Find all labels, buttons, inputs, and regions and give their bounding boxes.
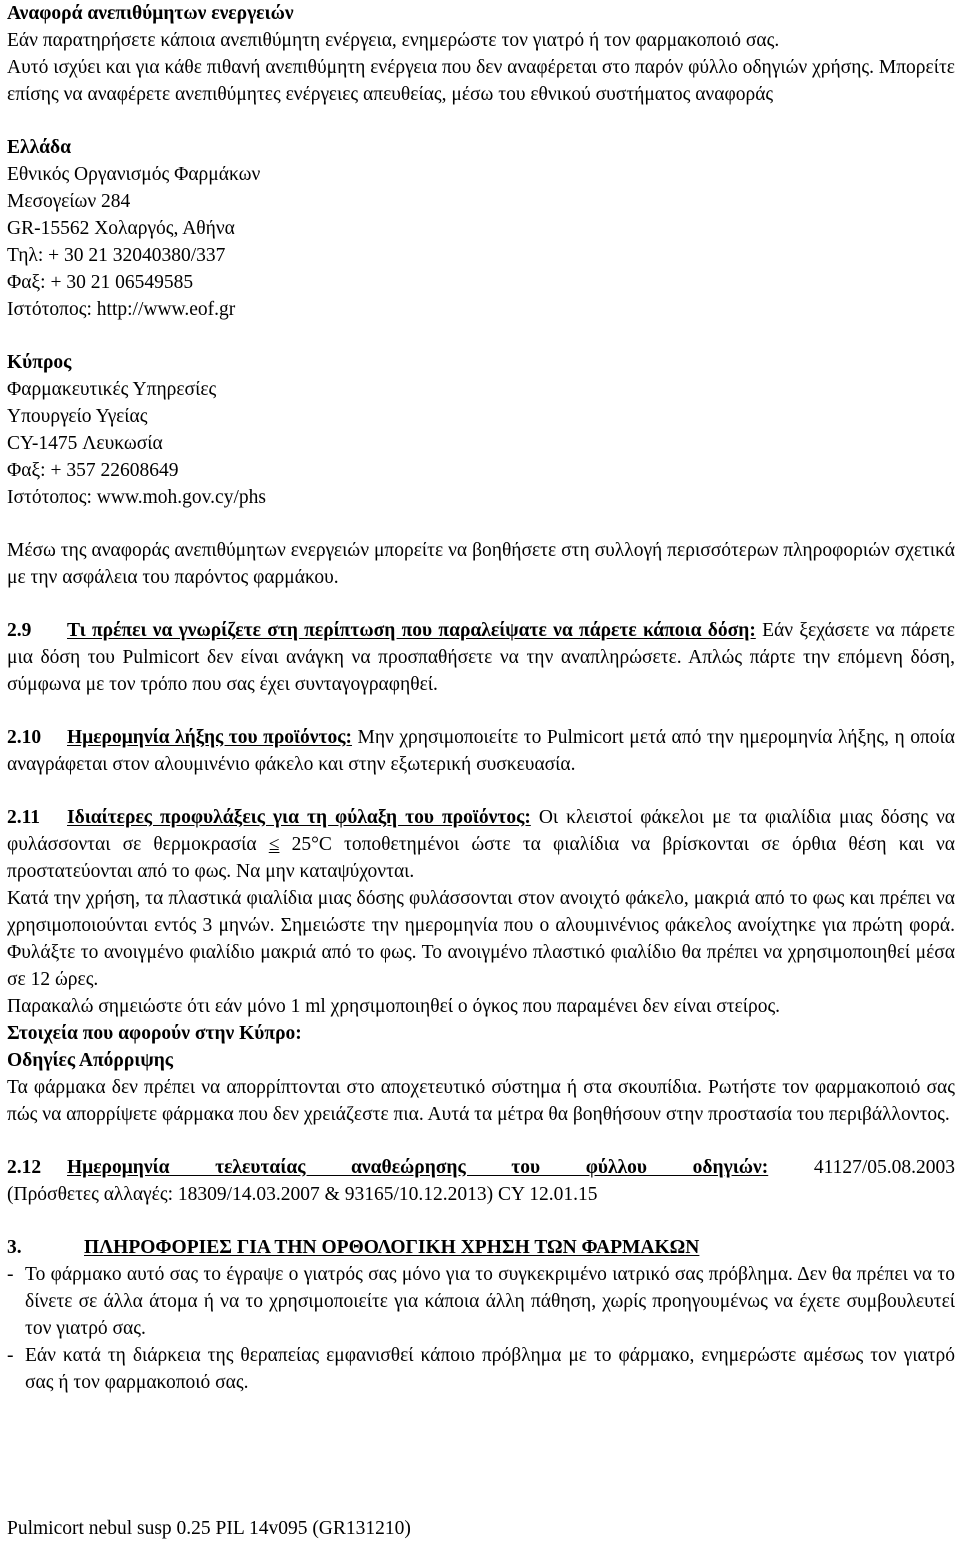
cyprus-line: CY-1475 Λευκωσία [7, 433, 163, 454]
list-item [7, 1261, 955, 1342]
greece-line: GR-15562 Χολαργός, Αθήνα [7, 218, 235, 239]
cyprus-line: Υπουργείο Υγείας [7, 406, 148, 427]
greece-line: Εθνικός Οργανισμός Φαρμάκων [7, 164, 261, 185]
cyprus-info-subheading: Οδηγίες Απόρριψης [7, 1050, 174, 1071]
section-text: 41127/05.08.2003 [813, 1157, 956, 1178]
greece-line: Τηλ: + 30 21 32040380/337 [7, 245, 226, 266]
report-heading: Αναφορά ανεπιθύμητων ενεργειών [7, 3, 294, 24]
section-text: 25°C τοποθετημένοι ώστε τα φιαλίδια να βρίσκονται σε όρθια θέση και να προστατεύονται από το φως. Να μην καταψύχονται. [7, 834, 955, 882]
section-number: 2.11 [7, 807, 41, 828]
cyprus-info-text: Τα φάρμακα δεν πρέπει να απορρίπτονται στο αποχετευτικό σύστημα ή στα σκουπίδια. Ρωτήστε τον φαρμακοποιό σας πώς να απορρίψετε φάρμακα που δεν χρειάζεστε πια. Αυτά τα μέτρα θα βοηθήσουν στην προστασία του περιβάλλοντος. [7, 1077, 955, 1125]
cyprus-line: Φαρμακευτικές Υπηρεσίες [7, 379, 217, 400]
section-title: Ιδιαίτερες προφυλάξεις για τη φύλαξη του προϊόντος: [67, 807, 531, 828]
cyprus-line: Φαξ: + 357 22608649 [7, 460, 179, 481]
section-title: Ημερομηνία τελευταίας αναθεώρησης του φύλλου οδηγιών: [67, 1157, 769, 1178]
section-3-heading [7, 1234, 955, 1261]
page-footer: Pulmicort nebul susp 0.25 PIL 14v095 (GR131210) [7, 1518, 411, 1539]
section-2-12 [7, 1154, 955, 1181]
section-text: Μην χρησιμοποιείτε το Pulmicort μετά από την ημερομηνία λήξης, η οποία αναγράφεται στον αλουμινένιο φάκελο και στην εξωτερική συσκευασία. [7, 727, 956, 775]
section-text: Εάν ξεχάσετε να πάρετε μια δόση του Pulmicort δεν είναι ανάγκη να προσπαθήσετε να την αναπληρώσετε. Απλώς πάρτε την επόμενη δόση, σύμφωνα με τον τρόπο που σας έχει συνταγογραφηθεί. [7, 620, 955, 695]
section-2-10 [7, 724, 955, 778]
section-2-12-line2: (Πρόσθετες αλλαγές: 18309/14.03.2007 & 93165/10.12.2013) CY 12.01.15 [7, 1184, 598, 1205]
section-2-9 [7, 617, 955, 698]
report-line1: Εάν παρατηρήσετε κάποια ανεπιθύμητη ενέργεια, ενημερώστε τον γιατρό ή τον φαρμακοποιό σας. [7, 30, 780, 51]
greece-line: Φαξ: + 30 21 06549585 [7, 272, 194, 293]
cyprus-website[interactable]: Ιστότοπος: www.moh.gov.cy/phs [7, 487, 266, 508]
section-number: 3. [7, 1237, 22, 1258]
section-number: 2.10 [7, 727, 42, 748]
list-item-text: Το φάρμακο αυτό σας το έγραψε ο γιατρός σας μόνο για το συγκεκριμένο ιατρικό σας πρόβλημα. Δεν θα πρέπει να το δίνετε σε άλλα άτομα ή να το χρησιμοποιείτε για κάποια άλλη πάθηση, χωρίς προηγουμένως να έχετε συμβουλευτεί τον γιατρό σας. [25, 1264, 955, 1339]
report-closing: Μέσω της αναφοράς ανεπιθύμητων ενεργειών μπορείτε να βοηθήσετε στη συλλογή περισσότερων πληροφοριών σχετικά με την ασφάλεια του παρόντος φαρμάκου. [7, 540, 955, 588]
list-item-text: Εάν κατά τη διάρκεια της θεραπείας εμφανισθεί κάποιο πρόβλημα με το φάρμακο, ενημερώστε αμέσως τον γιατρό σας ή τον φαρμακοποιό σας. [25, 1345, 955, 1393]
report-text: Αυτό ισχύει και για κάθε πιθανή ανεπιθύμητη ενέργεια που δεν αναφέρεται στο παρόν φύλλο οδηγιών χρήσης. Μπορείτε επίσης να αναφέρετε ανεπιθύμητες ενέργειες απευθείας, μέσω του εθνικού συστήματος αναφοράς [7, 57, 955, 105]
cyprus-info-heading: Στοιχεία που αφορούν στην Κύπρο: [7, 1023, 302, 1044]
less-equal-symbol: ≤ [268, 834, 280, 855]
section-title: Τι πρέπει να γνωρίζετε στη περίπτωση που παραλείψατε να πάρετε κάποια δόση: [67, 620, 756, 641]
section-title: ΠΛΗΡΟΦΟΡΙΕΣ ΓΙΑ ΤΗΝ ΟΡΘΟΛΟΓΙΚΗ ΧΡΗΣΗ ΤΩΝ ΦΑΡΜΑΚΩΝ [84, 1237, 700, 1258]
section-2-11-para3: Παρακαλώ σημειώστε ότι εάν μόνο 1 ml χρησιμοποιηθεί ο όγκος που παραμένει δεν είναι στείρος. [7, 996, 781, 1017]
dash-marker: - [7, 1345, 14, 1366]
list-item [7, 1342, 955, 1396]
section-number: 2.12 [7, 1157, 42, 1178]
document-page [7, 0, 955, 1396]
greece-title: Ελλάδα [7, 137, 72, 158]
section-title: Ημερομηνία λήξης του προϊόντος: [67, 727, 352, 748]
section-2-11 [7, 804, 955, 885]
cyprus-title: Κύπρος [7, 352, 72, 373]
greece-website[interactable]: Ιστότοπος: http://www.eof.gr [7, 299, 236, 320]
section-2-11-para2: Κατά την χρήση, τα πλαστικά φιαλίδια μιας δόσης φυλάσσονται στον ανοιχτό φάκελο, μακριά από το φως και πρέπει να χρησιμοποιούνται εντός 3 μηνών. Σημειώστε την ημερομηνία που ο αλουμινένιος φάκελος ανοίχτηκε για πρώτη φορά. Φυλάξτε το ανοιγμένο φιαλίδιο μακριά από το φως. Το ανοιγμένο πλαστικό φιαλίδιο θα πρέπει να χρησιμοποιηθεί μέσα σε 12 ώρες. [7, 888, 955, 990]
section-number: 2.9 [7, 620, 32, 641]
dash-marker: - [7, 1264, 14, 1285]
section-text: Οι κλειστοί φάκελοι με τα φιαλίδια μιας δόσης να φυλάσσονται σε θερμοκρασία [7, 807, 955, 855]
greece-line: Μεσογείων 284 [7, 191, 131, 212]
